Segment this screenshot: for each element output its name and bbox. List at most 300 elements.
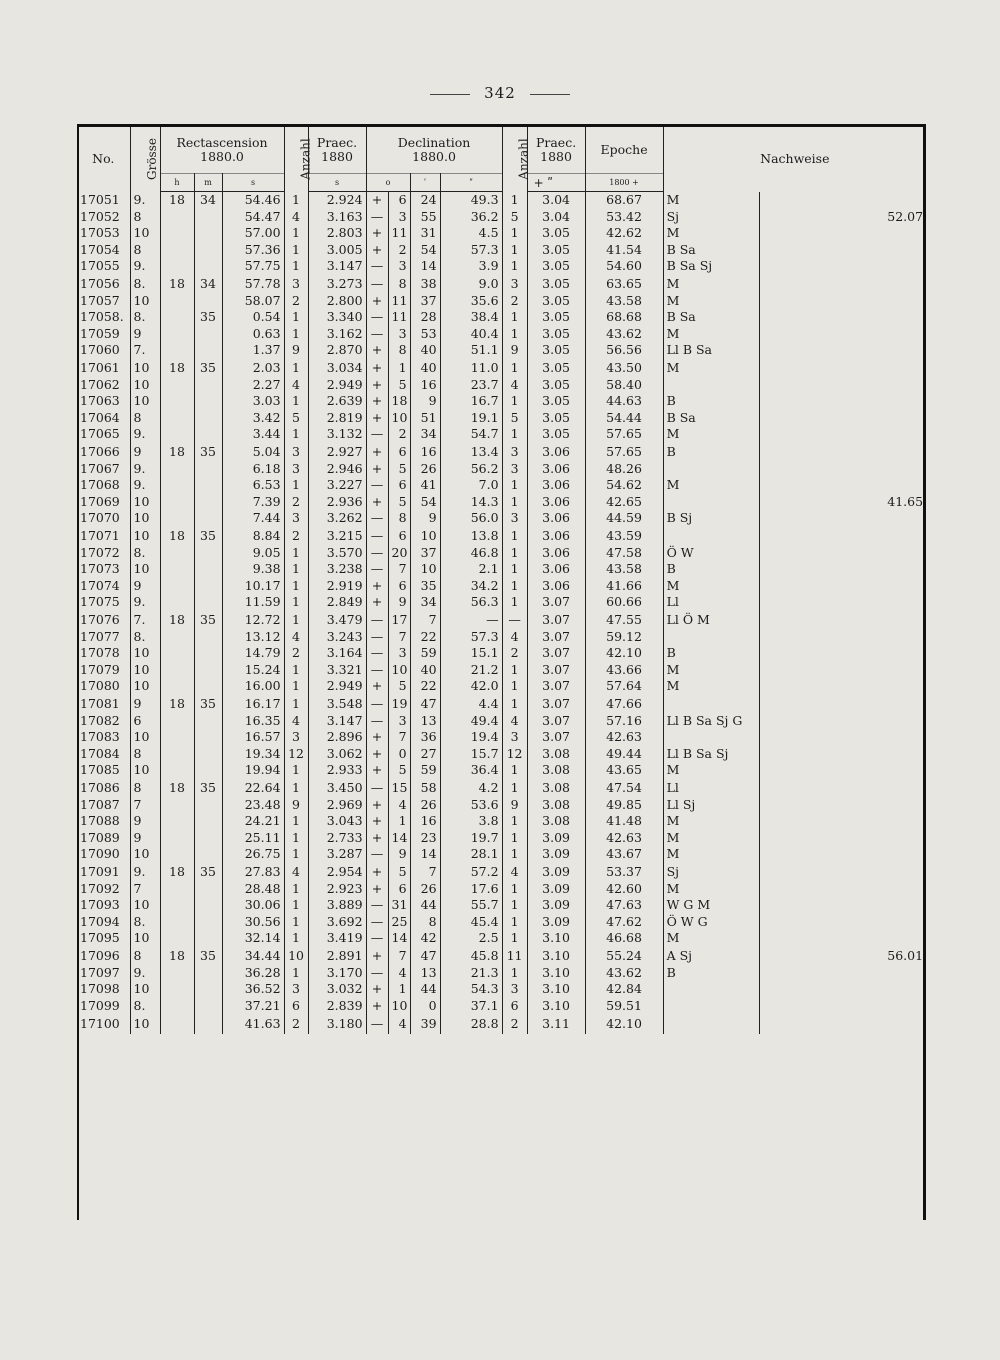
cell-gr: 9. bbox=[130, 863, 160, 881]
cell-n2: 1 bbox=[502, 695, 527, 713]
cell-ds: 21.3 bbox=[440, 965, 502, 982]
margin-note-cell bbox=[759, 527, 926, 545]
cell-p1: 2.891 bbox=[308, 947, 366, 965]
cell-n2: 9 bbox=[502, 342, 527, 359]
cell-no: 17068 bbox=[77, 477, 130, 494]
cell-p1: 2.839 bbox=[308, 998, 366, 1015]
margin-note-cell bbox=[759, 965, 926, 982]
cell-dd: 7 bbox=[388, 947, 410, 965]
cell-gr: 8. bbox=[130, 545, 160, 562]
cell-n1: 1 bbox=[284, 611, 308, 629]
cell-ep: 43.67 bbox=[585, 846, 663, 863]
cell-n1: 1 bbox=[284, 594, 308, 611]
cell-sg: — bbox=[366, 695, 388, 713]
cell-nw: W G M bbox=[663, 897, 759, 914]
cell-m bbox=[194, 846, 222, 863]
unit-epoche: 1800 + bbox=[585, 174, 663, 192]
margin-note-cell bbox=[759, 359, 926, 377]
star-catalogue-table bbox=[77, 124, 926, 1034]
table-row bbox=[77, 779, 926, 797]
cell-ds: 42.0 bbox=[440, 678, 502, 695]
cell-sg: — bbox=[366, 930, 388, 947]
cell-nw: M bbox=[663, 426, 759, 443]
cell-s: 16.35 bbox=[222, 713, 284, 730]
page-number-rule-right bbox=[530, 94, 570, 95]
cell-ep: 47.54 bbox=[585, 779, 663, 797]
cell-dd: 6 bbox=[388, 578, 410, 595]
cell-n1: 1 bbox=[284, 225, 308, 242]
cell-n2: 3 bbox=[502, 275, 527, 293]
cell-n1: 1 bbox=[284, 561, 308, 578]
cell-m bbox=[194, 225, 222, 242]
cell-dm: 40 bbox=[410, 359, 440, 377]
cell-n1: 1 bbox=[284, 326, 308, 343]
cell-ep: 46.68 bbox=[585, 930, 663, 947]
table-row bbox=[77, 930, 926, 947]
margin-note-cell bbox=[759, 779, 926, 797]
cell-dm: 28 bbox=[410, 309, 440, 326]
cell-no: 17078 bbox=[77, 645, 130, 662]
cell-no: 17065 bbox=[77, 426, 130, 443]
cell-nw bbox=[663, 461, 759, 478]
cell-dm: 55 bbox=[410, 209, 440, 226]
cell-m: 35 bbox=[194, 309, 222, 326]
cell-p2: 3.09 bbox=[527, 914, 585, 931]
cell-p1: 3.163 bbox=[308, 209, 366, 226]
cell-p2: 3.05 bbox=[527, 377, 585, 394]
cell-n2: 9 bbox=[502, 797, 527, 814]
cell-p1: 3.147 bbox=[308, 713, 366, 730]
cell-ds: 28.1 bbox=[440, 846, 502, 863]
cell-n1: 1 bbox=[284, 662, 308, 679]
cell-sg: + bbox=[366, 981, 388, 998]
cell-ep: 42.63 bbox=[585, 830, 663, 847]
margin-note-cell bbox=[759, 377, 926, 394]
cell-dd: 4 bbox=[388, 965, 410, 982]
cell-nw: Ö W G bbox=[663, 914, 759, 931]
cell-ds: 53.6 bbox=[440, 797, 502, 814]
cell-sg: — bbox=[366, 258, 388, 275]
cell-m: 35 bbox=[194, 695, 222, 713]
cell-p1: 3.005 bbox=[308, 242, 366, 259]
cell-ep: 47.63 bbox=[585, 897, 663, 914]
cell-gr: 8 bbox=[130, 746, 160, 763]
cell-n1: 1 bbox=[284, 897, 308, 914]
cell-dd: 3 bbox=[388, 209, 410, 226]
cell-n1: 5 bbox=[284, 410, 308, 427]
cell-n1: 3 bbox=[284, 443, 308, 461]
cell-n2: 3 bbox=[502, 729, 527, 746]
margin-note-cell bbox=[759, 578, 926, 595]
cell-nw: M bbox=[663, 225, 759, 242]
cell-n2: 2 bbox=[502, 293, 527, 310]
cell-no: 17077 bbox=[77, 629, 130, 646]
margin-note-cell bbox=[759, 293, 926, 310]
cell-dm: 38 bbox=[410, 275, 440, 293]
cell-s: 12.72 bbox=[222, 611, 284, 629]
cell-p2: 3.05 bbox=[527, 426, 585, 443]
cell-ds: 54.7 bbox=[440, 426, 502, 443]
table-row bbox=[77, 629, 926, 646]
unit-ra-m: m bbox=[194, 174, 222, 192]
cell-ds: 28.8 bbox=[440, 1014, 502, 1034]
table-row bbox=[77, 998, 926, 1015]
cell-h bbox=[160, 1014, 194, 1034]
cell-dm: 59 bbox=[410, 762, 440, 779]
cell-h bbox=[160, 342, 194, 359]
cell-n2: 1 bbox=[502, 813, 527, 830]
cell-gr: 8. bbox=[130, 914, 160, 931]
cell-sg: + bbox=[366, 393, 388, 410]
unit-dec-sec: ʺ bbox=[440, 174, 502, 192]
cell-s: 5.04 bbox=[222, 443, 284, 461]
cell-ep: 54.44 bbox=[585, 410, 663, 427]
cell-no: 17079 bbox=[77, 662, 130, 679]
cell-dd: 5 bbox=[388, 762, 410, 779]
cell-nw: B bbox=[663, 393, 759, 410]
cell-p2: 3.05 bbox=[527, 242, 585, 259]
cell-nw bbox=[663, 1014, 759, 1034]
cell-p1: 2.924 bbox=[308, 192, 366, 209]
cell-p1: 3.164 bbox=[308, 645, 366, 662]
cell-h bbox=[160, 594, 194, 611]
cell-nw: M bbox=[663, 326, 759, 343]
cell-m bbox=[194, 662, 222, 679]
margin-note-cell bbox=[759, 662, 926, 679]
cell-s: 14.79 bbox=[222, 645, 284, 662]
cell-dd: 20 bbox=[388, 545, 410, 562]
margin-note-cell bbox=[759, 192, 926, 209]
cell-n1: 10 bbox=[284, 947, 308, 965]
cell-n2: 6 bbox=[502, 998, 527, 1015]
cell-n1: 12 bbox=[284, 746, 308, 763]
cell-n1: 1 bbox=[284, 578, 308, 595]
unit-ra-h: h bbox=[160, 174, 194, 192]
cell-p1: 3.889 bbox=[308, 897, 366, 914]
cell-sg: — bbox=[366, 779, 388, 797]
cell-p2: 3.07 bbox=[527, 611, 585, 629]
cell-m bbox=[194, 293, 222, 310]
table-row bbox=[77, 965, 926, 982]
cell-nw: Ll Sj bbox=[663, 797, 759, 814]
cell-p1: 2.949 bbox=[308, 377, 366, 394]
cell-n1: 2 bbox=[284, 494, 308, 511]
cell-n2: 1 bbox=[502, 192, 527, 209]
table-row bbox=[77, 645, 926, 662]
cell-p2: 3.06 bbox=[527, 443, 585, 461]
cell-ep: 57.16 bbox=[585, 713, 663, 730]
cell-dm: 26 bbox=[410, 797, 440, 814]
cell-p2: 3.05 bbox=[527, 309, 585, 326]
cell-dm: 51 bbox=[410, 410, 440, 427]
cell-ep: 60.66 bbox=[585, 594, 663, 611]
cell-ds: 4.5 bbox=[440, 225, 502, 242]
cell-dd: 4 bbox=[388, 797, 410, 814]
margin-note-cell bbox=[759, 426, 926, 443]
cell-ds: 2.1 bbox=[440, 561, 502, 578]
cell-ds: 57.2 bbox=[440, 863, 502, 881]
cell-gr: 10 bbox=[130, 377, 160, 394]
cell-ep: 41.66 bbox=[585, 578, 663, 595]
cell-ep: 56.56 bbox=[585, 342, 663, 359]
cell-m bbox=[194, 897, 222, 914]
cell-gr: 7. bbox=[130, 611, 160, 629]
cell-no: 17064 bbox=[77, 410, 130, 427]
cell-p2: 3.11 bbox=[527, 1014, 585, 1034]
cell-sg: + bbox=[366, 242, 388, 259]
cell-p1: 2.800 bbox=[308, 293, 366, 310]
table-row bbox=[77, 947, 926, 965]
cell-dd: 15 bbox=[388, 779, 410, 797]
cell-n2: 1 bbox=[502, 326, 527, 343]
cell-gr: 7 bbox=[130, 797, 160, 814]
cell-dm: 31 bbox=[410, 225, 440, 242]
cell-gr: 10 bbox=[130, 359, 160, 377]
cell-m bbox=[194, 797, 222, 814]
cell-s: 58.07 bbox=[222, 293, 284, 310]
col-anzahl2-header: Anzahl bbox=[502, 126, 527, 192]
cell-s: 54.46 bbox=[222, 192, 284, 209]
cell-dd: 2 bbox=[388, 426, 410, 443]
cell-h bbox=[160, 914, 194, 931]
cell-s: 7.39 bbox=[222, 494, 284, 511]
table-row bbox=[77, 863, 926, 881]
table-row bbox=[77, 594, 926, 611]
margin-note-cell bbox=[759, 914, 926, 931]
cell-p2: 3.08 bbox=[527, 797, 585, 814]
cell-n1: 1 bbox=[284, 545, 308, 562]
cell-p1: 3.132 bbox=[308, 426, 366, 443]
cell-h: 18 bbox=[160, 863, 194, 881]
cell-dd: 18 bbox=[388, 393, 410, 410]
cell-n1: 4 bbox=[284, 713, 308, 730]
cell-dd: 6 bbox=[388, 527, 410, 545]
table-row bbox=[77, 846, 926, 863]
cell-s: 6.53 bbox=[222, 477, 284, 494]
cell-h bbox=[160, 965, 194, 982]
cell-gr: 9 bbox=[130, 326, 160, 343]
cell-dd: 10 bbox=[388, 410, 410, 427]
cell-s: 6.18 bbox=[222, 461, 284, 478]
col-ra-header: Rectascension 1880.0 bbox=[160, 126, 284, 174]
cell-ep: 41.54 bbox=[585, 242, 663, 259]
margin-note-cell bbox=[759, 981, 926, 998]
cell-nw: M bbox=[663, 293, 759, 310]
cell-dd: 31 bbox=[388, 897, 410, 914]
cell-s: 3.42 bbox=[222, 410, 284, 427]
table-row bbox=[77, 897, 926, 914]
table-row bbox=[77, 762, 926, 779]
cell-p1: 2.919 bbox=[308, 578, 366, 595]
cell-p2: 3.10 bbox=[527, 930, 585, 947]
cell-dd: 0 bbox=[388, 746, 410, 763]
cell-h bbox=[160, 897, 194, 914]
cell-n2: 4 bbox=[502, 377, 527, 394]
margin-note-cell bbox=[759, 678, 926, 695]
cell-dm: 44 bbox=[410, 981, 440, 998]
table-row bbox=[77, 225, 926, 242]
cell-no: 17062 bbox=[77, 377, 130, 394]
cell-s: 23.48 bbox=[222, 797, 284, 814]
cell-nw: M bbox=[663, 762, 759, 779]
cell-sg: — bbox=[366, 326, 388, 343]
cell-n2: 2 bbox=[502, 1014, 527, 1034]
margin-note-cell bbox=[759, 611, 926, 629]
cell-n1: 3 bbox=[284, 275, 308, 293]
cell-s: 36.52 bbox=[222, 981, 284, 998]
margin-note-cell bbox=[759, 713, 926, 730]
cell-ep: 49.44 bbox=[585, 746, 663, 763]
cell-p1: 2.923 bbox=[308, 881, 366, 898]
cell-n2: 3 bbox=[502, 443, 527, 461]
cell-ds: 49.4 bbox=[440, 713, 502, 730]
cell-m bbox=[194, 1014, 222, 1034]
cell-p1: 3.243 bbox=[308, 629, 366, 646]
cell-gr: 8 bbox=[130, 779, 160, 797]
cell-no: 17067 bbox=[77, 461, 130, 478]
cell-n1: 1 bbox=[284, 813, 308, 830]
cell-nw: M bbox=[663, 477, 759, 494]
cell-p1: 2.927 bbox=[308, 443, 366, 461]
cell-no: 17075 bbox=[77, 594, 130, 611]
cell-nw: B Sa bbox=[663, 309, 759, 326]
table-row bbox=[77, 293, 926, 310]
col-nachweise-header: Nachweise bbox=[663, 126, 926, 192]
cell-ep: 43.62 bbox=[585, 965, 663, 982]
cell-dm: 16 bbox=[410, 443, 440, 461]
cell-p1: 2.733 bbox=[308, 830, 366, 847]
cell-s: 36.28 bbox=[222, 965, 284, 982]
cell-h: 18 bbox=[160, 779, 194, 797]
table-row bbox=[77, 443, 926, 461]
cell-dm: 7 bbox=[410, 611, 440, 629]
cell-s: 30.06 bbox=[222, 897, 284, 914]
cell-p1: 3.273 bbox=[308, 275, 366, 293]
cell-gr: 6 bbox=[130, 713, 160, 730]
cell-ds: 15.1 bbox=[440, 645, 502, 662]
cell-no: 17085 bbox=[77, 762, 130, 779]
cell-ds: 36.2 bbox=[440, 209, 502, 226]
cell-s: 22.64 bbox=[222, 779, 284, 797]
cell-ep: 43.58 bbox=[585, 293, 663, 310]
margin-note-cell bbox=[759, 342, 926, 359]
cell-ep: 63.65 bbox=[585, 275, 663, 293]
cell-sg: + bbox=[366, 881, 388, 898]
cell-n1: 1 bbox=[284, 881, 308, 898]
cell-h: 18 bbox=[160, 443, 194, 461]
cell-dd: 11 bbox=[388, 225, 410, 242]
cell-no: 17063 bbox=[77, 393, 130, 410]
cell-n1: 1 bbox=[284, 779, 308, 797]
cell-h bbox=[160, 461, 194, 478]
cell-gr: 10 bbox=[130, 662, 160, 679]
cell-n1: 1 bbox=[284, 762, 308, 779]
cell-p1: 3.043 bbox=[308, 813, 366, 830]
cell-n2: 1 bbox=[502, 678, 527, 695]
margin-note-cell bbox=[759, 594, 926, 611]
cell-p1: 3.450 bbox=[308, 779, 366, 797]
cell-nw bbox=[663, 527, 759, 545]
cell-h bbox=[160, 494, 194, 511]
cell-no: 17084 bbox=[77, 746, 130, 763]
cell-no: 17099 bbox=[77, 998, 130, 1015]
cell-dm: 34 bbox=[410, 594, 440, 611]
cell-n2: — bbox=[502, 611, 527, 629]
cell-n2: 4 bbox=[502, 863, 527, 881]
cell-dm: 27 bbox=[410, 746, 440, 763]
cell-sg: + bbox=[366, 998, 388, 1015]
unit-ra-s: s bbox=[222, 174, 284, 192]
cell-no: 17086 bbox=[77, 779, 130, 797]
cell-gr: 9 bbox=[130, 578, 160, 595]
cell-ep: 59.51 bbox=[585, 998, 663, 1015]
cell-dd: 5 bbox=[388, 377, 410, 394]
margin-note-cell bbox=[759, 830, 926, 847]
cell-ds: 40.4 bbox=[440, 326, 502, 343]
table-row bbox=[77, 981, 926, 998]
cell-h bbox=[160, 881, 194, 898]
cell-no: 17069 bbox=[77, 494, 130, 511]
cell-s: 0.63 bbox=[222, 326, 284, 343]
cell-ds: 45.4 bbox=[440, 914, 502, 931]
cell-dd: 25 bbox=[388, 914, 410, 931]
cell-sg: — bbox=[366, 309, 388, 326]
cell-nw bbox=[663, 494, 759, 511]
cell-ep: 43.50 bbox=[585, 359, 663, 377]
cell-n1: 9 bbox=[284, 342, 308, 359]
cell-sg: — bbox=[366, 527, 388, 545]
margin-note-cell bbox=[759, 695, 926, 713]
cell-ds: 17.6 bbox=[440, 881, 502, 898]
cell-dm: 10 bbox=[410, 527, 440, 545]
unit-dec-deg: o bbox=[366, 174, 410, 192]
margin-note-cell bbox=[759, 410, 926, 427]
cell-ds: 14.3 bbox=[440, 494, 502, 511]
cell-dd: 1 bbox=[388, 359, 410, 377]
cell-n2: 1 bbox=[502, 830, 527, 847]
cell-n2: 1 bbox=[502, 494, 527, 511]
cell-s: 7.44 bbox=[222, 510, 284, 527]
cell-p2: 3.04 bbox=[527, 209, 585, 226]
cell-sg: — bbox=[366, 275, 388, 293]
cell-nw: B Sa Sj bbox=[663, 258, 759, 275]
cell-no: 17098 bbox=[77, 981, 130, 998]
cell-n2: 1 bbox=[502, 881, 527, 898]
table-row bbox=[77, 813, 926, 830]
cell-ep: 68.67 bbox=[585, 192, 663, 209]
cell-nw bbox=[663, 998, 759, 1015]
cell-n1: 1 bbox=[284, 393, 308, 410]
unit-praec1: s bbox=[308, 174, 366, 192]
margin-note-cell bbox=[759, 881, 926, 898]
cell-gr: 7. bbox=[130, 342, 160, 359]
cell-gr: 10 bbox=[130, 729, 160, 746]
cell-ep: 47.55 bbox=[585, 611, 663, 629]
cell-sg: + bbox=[366, 762, 388, 779]
cell-h bbox=[160, 393, 194, 410]
margin-note-cell bbox=[759, 225, 926, 242]
cell-s: 57.00 bbox=[222, 225, 284, 242]
margin-note-cell bbox=[759, 813, 926, 830]
cell-sg: — bbox=[366, 965, 388, 982]
cell-gr: 9. bbox=[130, 461, 160, 478]
cell-nw: M bbox=[663, 678, 759, 695]
cell-s: 8.84 bbox=[222, 527, 284, 545]
cell-m bbox=[194, 881, 222, 898]
cell-dd: 6 bbox=[388, 881, 410, 898]
cell-ds: 56.2 bbox=[440, 461, 502, 478]
cell-p1: 2.933 bbox=[308, 762, 366, 779]
